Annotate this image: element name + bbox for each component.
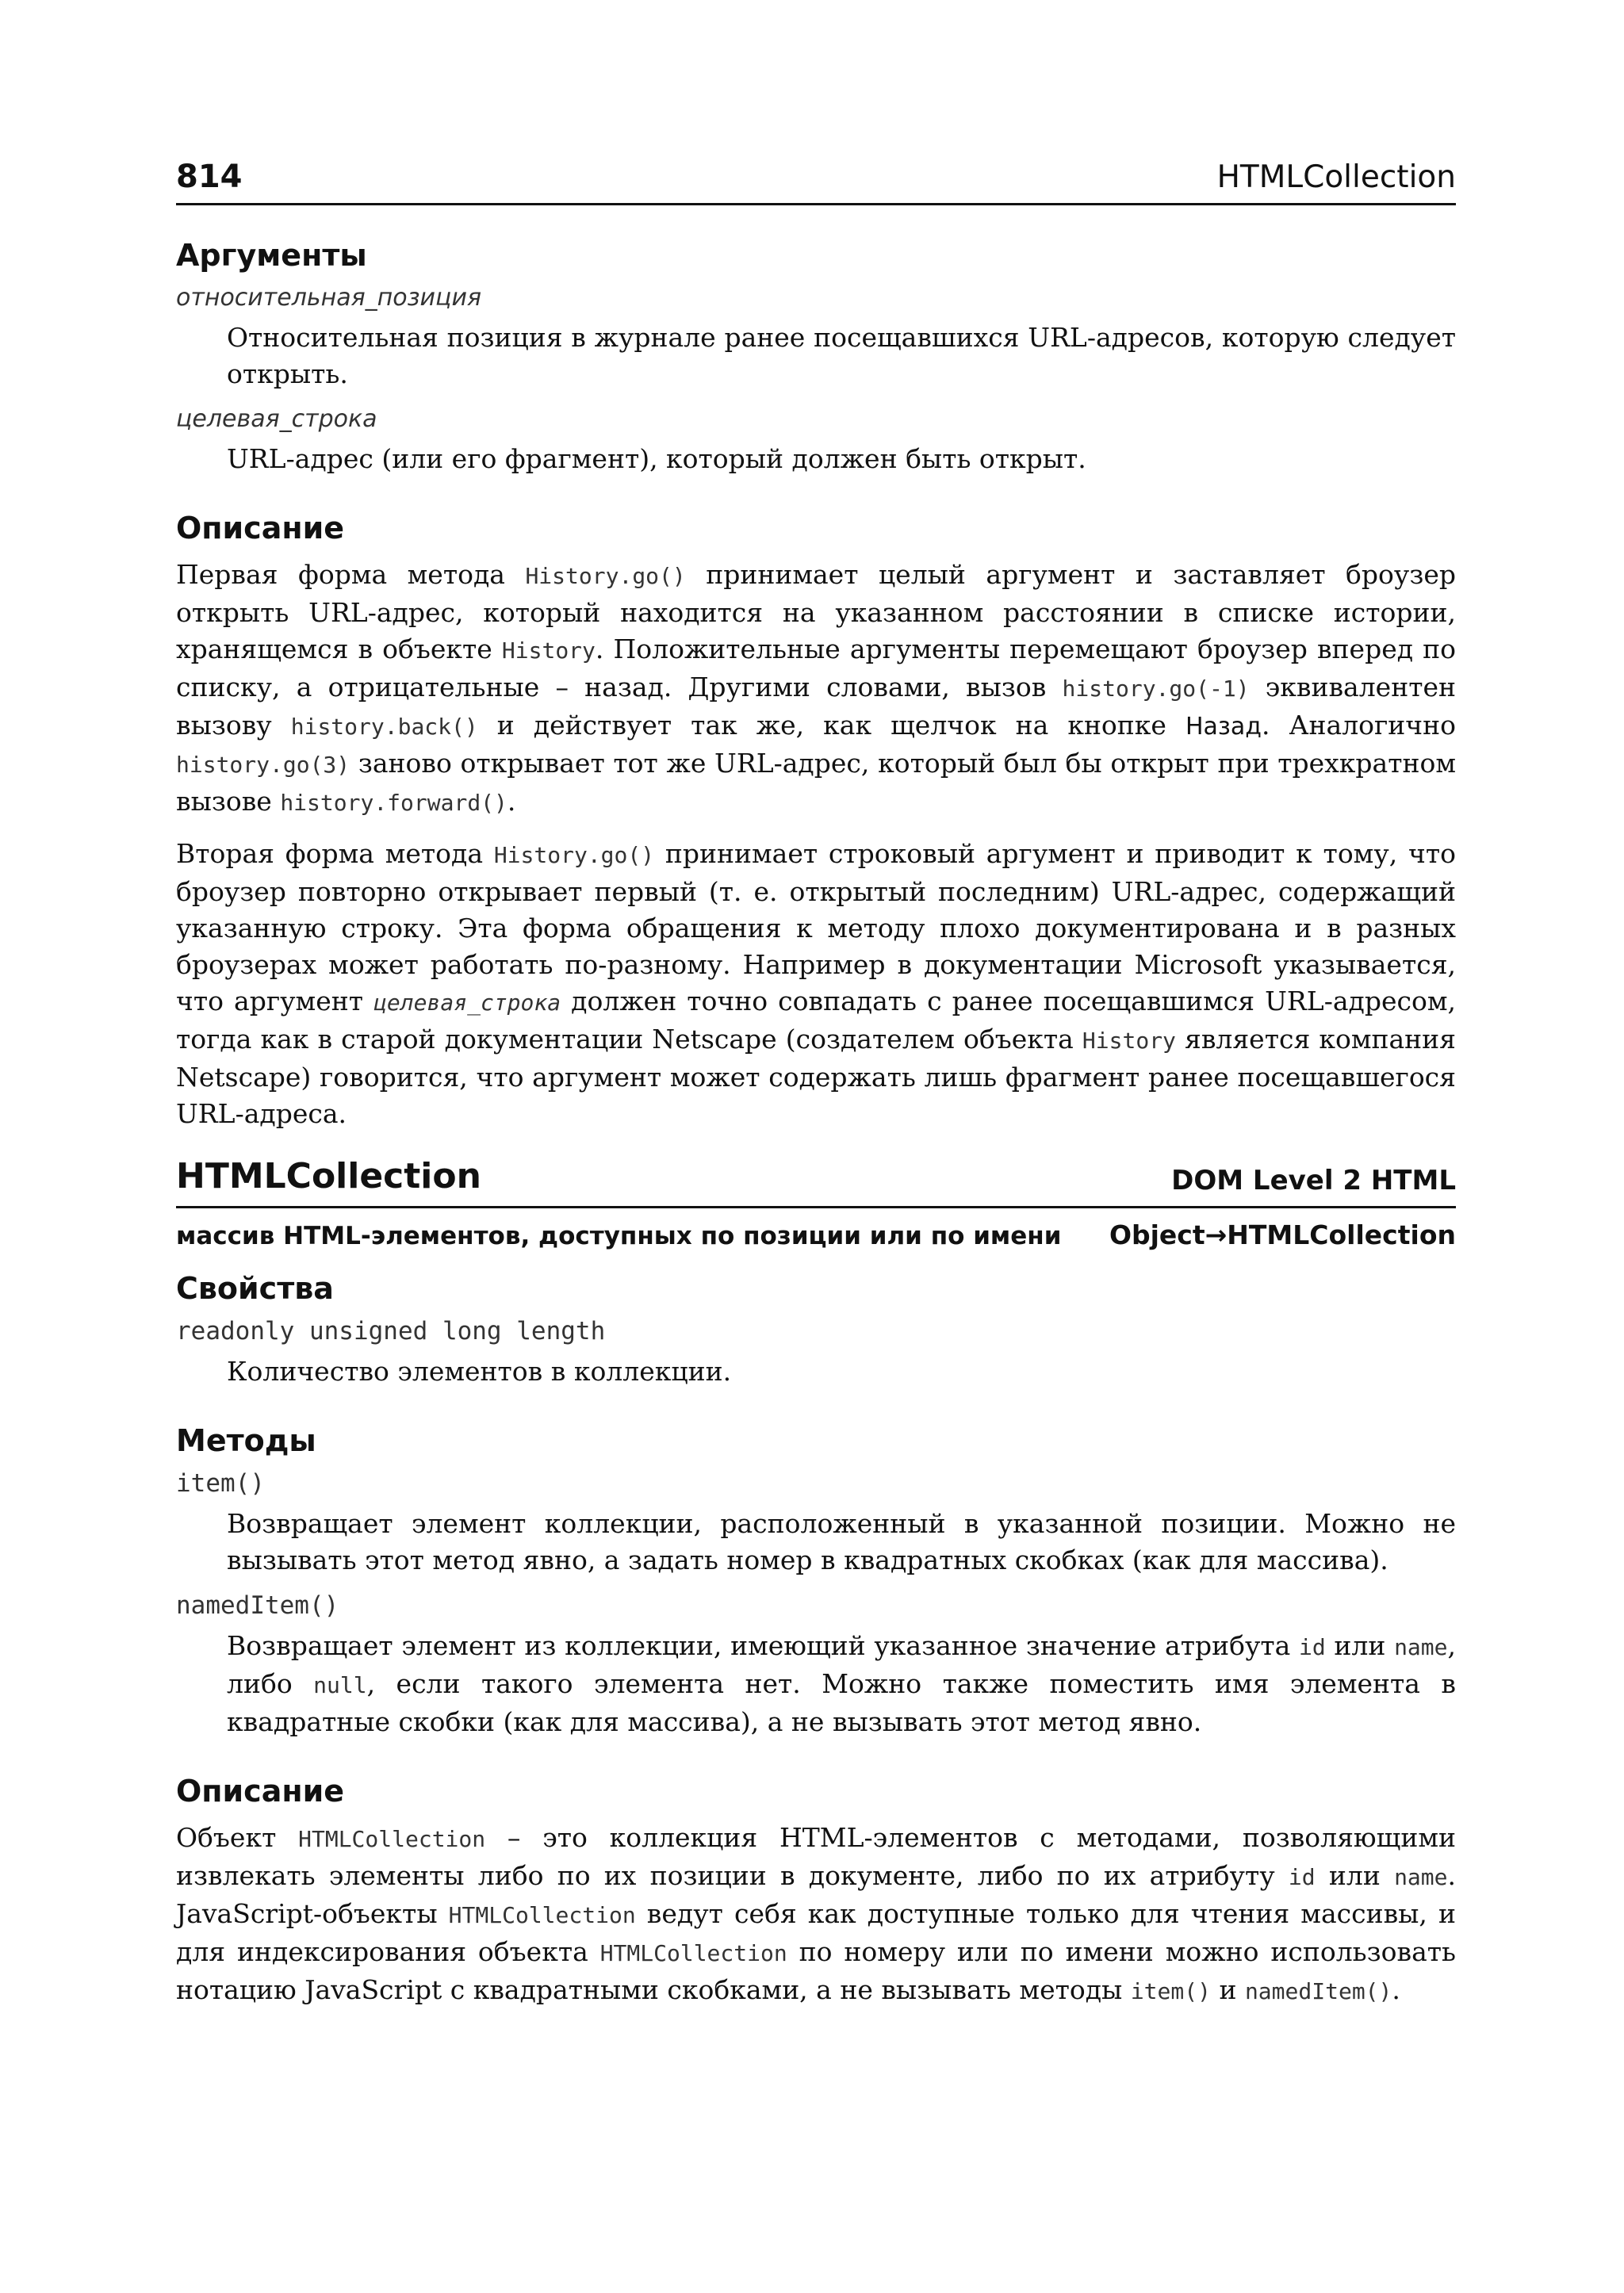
- code-inline: null: [313, 1672, 367, 1698]
- arguments-heading: Аргументы: [176, 238, 367, 273]
- entry-level: DOM Level 2 HTML: [1171, 1165, 1456, 1196]
- property-name: readonly unsigned long length: [176, 1317, 606, 1346]
- running-title: HTMLCollection: [1216, 159, 1456, 195]
- code-inline: namedItem(): [1244, 1978, 1392, 2004]
- code-inline: history.go(3): [176, 752, 350, 778]
- code-inline: id: [1299, 1634, 1326, 1660]
- description-heading: Описание: [176, 511, 345, 545]
- description-paragraph: Первая форма метода History.go() принимает целый аргумент и заставляет броузер открыть URL-адрес, который находится на указанном расстоянии в списке истории, хранящемся в объекте History. Положительные аргументы перемещают броузер вперед по списку, а отрицательные – назад. Другими словами, вызов history.go(-1) эквивалентен вызову history.back() и действует так же, как щелчок на кнопке Назад. Аналогично history.go(3) заново открывает тот же URL-адрес, который был бы открыт при трехкратном вызове history.forward().: [176, 559, 1456, 817]
- method-description: Возвращает элемент из коллекции, имеющий указанное значение атрибута id или name, либо null, если такого элемента нет. Можно также поместить имя элемента в квадратные скобки (как для массива), а не вызывать этот метод явно.: [227, 1630, 1457, 1737]
- code-inline: History: [1082, 1028, 1176, 1054]
- description-heading: Описание: [176, 1774, 345, 1809]
- description-paragraph: Объект HTMLCollection – это коллекция HTML-элементов с методами, позволяющими извлекать элементы либо по их позиции в документе, либо по их атрибуту id или name. JavaScript-объекты HTMLCollection ведут себя как доступные только для чтения массивы, и для индексирования объекта HTMLCollection по номеру или по имени можно использовать нотацию JavaScript с квадратными скобками, а не вызывать методы item() и namedItem().: [176, 1822, 1456, 2005]
- code-inline: HTMLCollection: [599, 1940, 787, 1966]
- method-name: namedItem(): [176, 1591, 339, 1620]
- code-inline: history.go(-1): [1062, 676, 1250, 702]
- methods-heading: Методы: [176, 1423, 316, 1458]
- code-inline: id: [1288, 1864, 1316, 1890]
- entry-title: HTMLCollection: [176, 1156, 481, 1196]
- property-description: Количество элементов в коллекции.: [227, 1356, 732, 1387]
- code-inline-italic: целевая_строка: [373, 990, 561, 1016]
- method-name: item(): [176, 1469, 265, 1498]
- code-inline: name: [1394, 1634, 1448, 1660]
- argument-description: URL-адрес (или его фрагмент), который должен быть открыт.: [227, 443, 1086, 474]
- code-inline: history.back(): [290, 714, 478, 740]
- argument-name: относительная_позиция: [176, 284, 482, 312]
- code-inline: HTMLCollection: [298, 1826, 486, 1852]
- properties-heading: Свойства: [176, 1271, 334, 1306]
- entry-summary: массив HTML-элементов, доступных по позиции или по имени: [176, 1222, 1062, 1250]
- entry-inheritance: Object→HTMLCollection: [1109, 1219, 1456, 1250]
- entry-header: [176, 1156, 1456, 1208]
- page-number: 814: [176, 159, 243, 195]
- code-inline: History.go(): [525, 563, 686, 589]
- code-inline: History: [501, 637, 596, 664]
- argument-name: целевая_строка: [176, 405, 377, 433]
- code-inline: HTMLCollection: [448, 1902, 636, 1928]
- description-paragraph: Вторая форма метода History.go() принимает строковый аргумент и приводит к тому, что броузер повторно открывает первый (т. е. открытый последним) URL-адрес, содержащий указанную строку. Эта форма обращения к методу плохо документирована и в разных броузерах может работать по-разному. Например в документации Microsoft указывается, что аргумент целевая_строка должен точно совпадать с ранее посещавшимся URL-адресом, тогда как в старой документации Netscape (создателем объекта History является компания Netscape) говорится, что аргумент может содержать лишь фрагмент ранее посещавшегося URL-адреса.: [176, 838, 1456, 1129]
- entry-subheader: [176, 1219, 1456, 1250]
- code-inline: History.go(): [493, 842, 655, 868]
- code-inline: item(): [1130, 1978, 1211, 2004]
- argument-description: Относительная позиция в журнале ранее посещавшихся URL-адресов, которую следует открыть.: [227, 322, 1456, 389]
- code-inline: name: [1394, 1864, 1448, 1890]
- running-head: [176, 147, 1456, 205]
- ui-label: Назад: [1185, 713, 1262, 741]
- method-description: Возвращает элемент коллекции, расположенный в указанной позиции. Можно не вызывать этот метод явно, а задать номер в квадратных скобках (как для массива).: [227, 1508, 1456, 1575]
- code-inline: history.forward(): [280, 790, 508, 816]
- page-content: [176, 238, 1456, 2024]
